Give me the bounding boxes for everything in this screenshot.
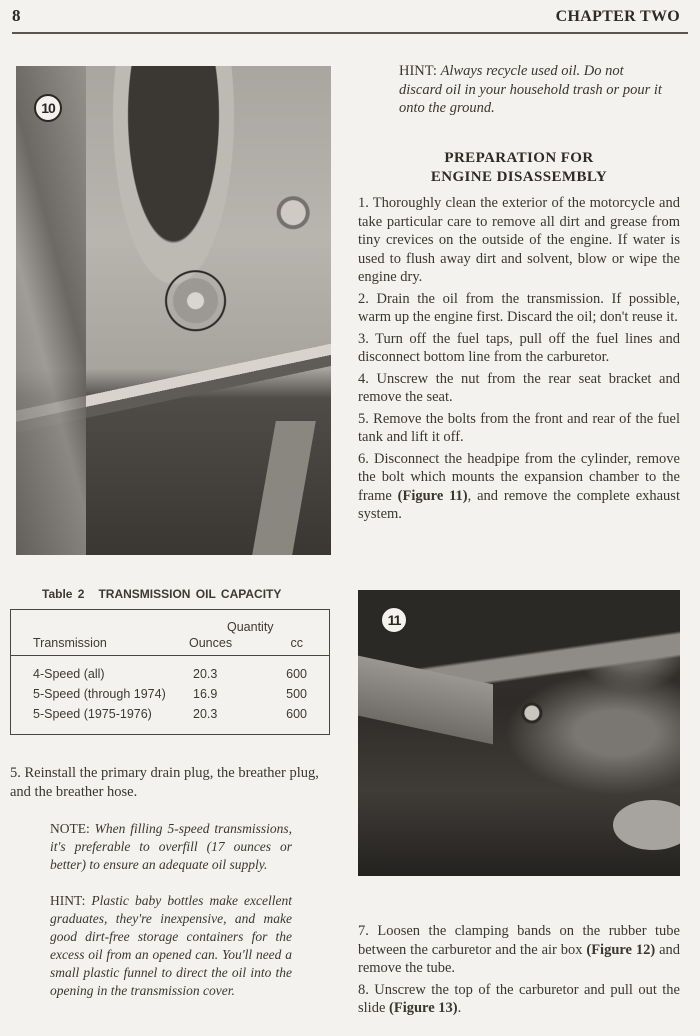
table-row xyxy=(11,667,329,687)
wheel-hub xyxy=(613,800,680,850)
step-6-text-end: , and remove the complete exhaust system. xyxy=(358,487,680,522)
note-overfill xyxy=(50,820,292,874)
step-8 xyxy=(358,981,680,1018)
figure-11-photo xyxy=(358,590,680,876)
cell-ounces: 20.3 xyxy=(193,707,218,721)
note-text: When filling 5-speed transmissions, it's preferable to overfill (17 ounces or better) to ensure an adequate oil supply. xyxy=(50,821,292,872)
step-7-text: 7. Loosen the clamping bands on the rubber tube between the carburetor and the air box xyxy=(358,923,680,958)
oil-capacity-table xyxy=(10,609,330,735)
section-heading xyxy=(358,149,680,187)
disassembly-steps-continued xyxy=(358,922,680,1021)
heading-line-2: ENGINE DISASSEMBLY xyxy=(430,169,608,185)
heading-line-1: PREPARATION FOR xyxy=(444,150,594,166)
figure-12-reference: (Figure 12) xyxy=(586,941,656,958)
hint-text: Always recycle used oil. Do not discard oil in your household trash or pour it onto the ground. xyxy=(399,63,662,116)
cell-transmission: 4-Speed (all) xyxy=(33,667,105,681)
hint-baby-bottles xyxy=(50,892,292,1000)
table-row xyxy=(11,707,329,727)
hint-text: Plastic baby bottles make excellent graduates, they're inexpensive, and make good dirt-free storage containers for the excess oil from an opened can. You'll need a small plastic funnel to direct the oil into the opening in the transmission cover. xyxy=(50,893,292,998)
column-header-ounces: Ounces xyxy=(189,636,233,650)
figure-number-badge: 10 xyxy=(34,94,62,122)
cell-ounces: 16.9 xyxy=(193,687,218,701)
step-5: 5. Remove the bolts from the front and rear of the fuel tank and lift it off. xyxy=(358,410,680,445)
figure-number-badge: 11 xyxy=(380,606,408,634)
frame-bracket xyxy=(252,421,316,555)
column-header-transmission: Transmission xyxy=(33,636,107,650)
step-6-text: 6. Disconnect the headpipe from the cylinder, remove the bolt which mounts the expansion chamber to the frame xyxy=(358,450,680,504)
header-rule xyxy=(12,32,688,34)
cell-transmission: 5-Speed (1975-1976) xyxy=(33,707,152,721)
cell-transmission: 5-Speed (through 1974) xyxy=(33,687,166,701)
hint-recycle-oil xyxy=(399,62,669,118)
table-title: TRANSMISSION OIL CAPACITY xyxy=(98,587,282,601)
figure-11-reference: (Figure 11) xyxy=(397,487,468,504)
quantity-group-header: Quantity xyxy=(227,620,274,634)
step-2: 2. Drain the oil from the transmission. If possible, warm up the engine first. Discard the oil; don't reuse it. xyxy=(358,290,680,325)
table-number: Table 2 xyxy=(42,587,85,601)
hint-label: HINT: xyxy=(399,63,441,79)
step-8-text: 8. Unscrew the top of the carburetor and pull out the slide xyxy=(358,981,680,1016)
table-row xyxy=(11,687,329,707)
cell-cc: 500 xyxy=(286,687,307,701)
cell-ounces: 20.3 xyxy=(193,667,218,681)
step-7-text-end: and remove the tube. xyxy=(358,941,681,976)
table-header xyxy=(11,610,329,656)
step-1: 1. Thoroughly clean the exterior of the motorcycle and take particular care to remove all dirt and grease from tiny crevices on the outside of the engine. If water is used to flush away dirt and solvent, blow or wipe the engine dry. xyxy=(358,195,680,285)
step-4: 4. Unscrew the nut from the rear seat bracket and remove the seat. xyxy=(358,370,680,405)
step-3: 3. Turn off the fuel taps, pull off the fuel lines and disconnect bottom line from the carburetor. xyxy=(358,330,680,365)
step-6 xyxy=(358,450,680,524)
page-number: 8 xyxy=(12,6,21,25)
cell-cc: 600 xyxy=(286,707,307,721)
cell-cc: 600 xyxy=(286,667,307,681)
figure-10-photo xyxy=(16,66,331,555)
column-header-cc: cc xyxy=(290,636,303,650)
note-label: NOTE: xyxy=(50,821,95,836)
engine-casing xyxy=(16,66,86,555)
step-5-reinstall: 5. Reinstall the primary drain plug, the breather plug, and the breather hose. xyxy=(10,765,319,800)
chapter-title: CHAPTER TWO xyxy=(555,8,680,25)
frame-tube xyxy=(358,656,493,745)
figure-13-reference: (Figure 13) xyxy=(389,1000,458,1016)
disassembly-steps xyxy=(358,194,680,527)
step-8-text-end: . xyxy=(457,1000,462,1016)
hint-label: HINT: xyxy=(50,893,92,908)
step-7 xyxy=(358,922,680,978)
table-caption xyxy=(42,587,281,601)
